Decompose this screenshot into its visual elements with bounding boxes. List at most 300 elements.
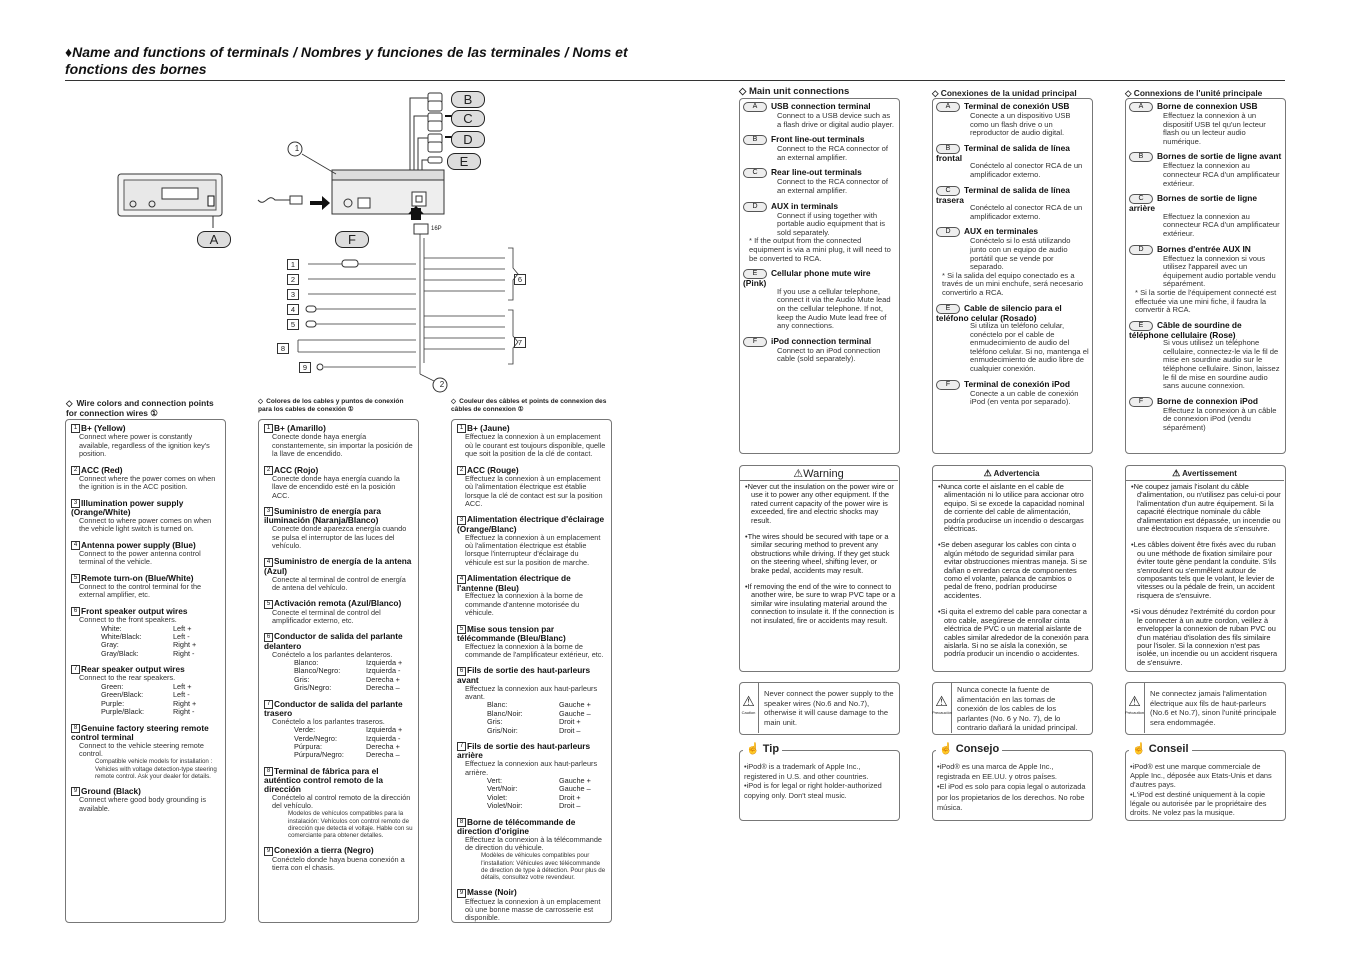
terminal-letter-badge: F [1129, 397, 1153, 407]
wire-item [71, 499, 221, 534]
terminal-item-description: Conecte a un cable de conexión iPod (en venta por separado). [970, 388, 1079, 407]
wire-item [71, 541, 221, 567]
wire-item-description: Connect to the control terminal for the external amplifier, etc. [79, 582, 202, 600]
speaker-wire-polarity: Right - [173, 707, 195, 717]
warning-triangle-icon: ⚠ [1172, 468, 1181, 478]
wire-item-description: Effectuez la connexion aux haut-parleurs arrière. [465, 759, 598, 777]
wire-item-description: Connect where the power comes on when the ignition is in the ACC position. [79, 473, 216, 492]
wire-number-box: 4 [71, 541, 80, 550]
speaker-wire-color: Green/Black: [101, 690, 144, 700]
wire-item-heading [264, 632, 414, 650]
speaker-wire-color: Vert/Noir: [487, 784, 518, 794]
terminal-letter-badge: A [1129, 102, 1153, 112]
terminal-letter-badge: B [1129, 152, 1153, 162]
wire-item [264, 767, 414, 840]
caution-divider-en [758, 682, 759, 733]
wire-item-description: Connect to the power antenna control terminal of the vehicle. [79, 548, 201, 567]
terminal-item-description: Si utiliza un teléfono celular, conéctelo por el cable de enmudecimiento de audio del teléfono celular. Si no, mantenga el enmudecimiento de audio libre de cualquier conexión. [970, 321, 1089, 374]
wire-number-box: 1 [71, 424, 80, 433]
terminal-item-title: Rear line-out terminals [771, 167, 862, 178]
warning-list-fr: • Ne coupez jamais l'isolant du câble d'alimentation, ou n'utilisez pas celui-ci pour l'alimentation d'un autre équipement. Si la capacité électrique nominale du câble d'alimentation est dépassée, un incendie ou une électrocution risquera de s'ensuivre. • Les câbles doivent être fixés avec du ruban ou une méthode de fixation similaire pour éviter toute gène pendant la conduite. S'ils s'enroulent ou s'emmêlent autour de composants tels que le volant, le levier de vitesses ou la pédale de frein, un accident risquera de s'ensuivre. • Si vous dénudez l'extrémité du cordon pour le connecter à un autre cordon, veillez à envelopper la connexion de ruban PVC ou d'un matériau d'isolation des fils similaire pour l'isoler. Si la connexion n'est pas isolée, un incendie ou un accident risquera de s'ensuivre. [1130, 483, 1282, 675]
wire-item-description: Conéctelo al control remoto de la dirección del vehículo. [272, 792, 411, 811]
terminal-item-description: Connect to an iPod connection cable (sold separately). [777, 345, 881, 364]
wire-item-title: Alimentation électrique d'éclairage (Orange/Blanc) [457, 514, 605, 534]
wire-number-box: 9 [71, 787, 80, 796]
speaker-wire-polarity: Derecha + [366, 674, 400, 684]
speaker-wire-polarity: Right + [173, 640, 197, 650]
wire-item-title: ACC (Red) [81, 464, 123, 475]
compatibility-note: Compatible vehicle models for installation : Vehicles with voltage detection-type steering remote control. Ask your dealer for details. [95, 758, 217, 780]
wire-item-description: Effectuez la connexion à la télécommande de direction du véhicule. [465, 834, 602, 853]
terminal-item-title: Front line-out terminals [771, 134, 865, 145]
wire-item [457, 888, 607, 923]
wire-item-description: Conecte el terminal de control del amplificador externo, etc. [272, 607, 381, 626]
wire-item [264, 846, 414, 872]
terminal-item-description: Connect to a USB device such as a flash drive or digital audio player. [777, 111, 894, 129]
warning-title-es: ⚠ Advertencia [983, 468, 1040, 478]
tip-list-en: •iPod® is a trademark of Apple Inc., registered in U.S. and other countries. •iPod is for legal or right holder-authorized copying only. Don't steal music. [744, 762, 882, 800]
wire-item-title: Ground (Black) [81, 786, 141, 797]
wire-num-6: 6 [514, 274, 526, 285]
wire-item [457, 818, 607, 882]
terminal-item-title: Câble de sourdine de téléphone cellulaire (Rose) [1129, 319, 1242, 340]
terminal-item-description: Conecte a un dispositivo USB como un flash drive o un reproductor de audio digital. [970, 111, 1071, 138]
terminal-list-en [743, 102, 896, 370]
wire-item [71, 574, 221, 600]
caution-divider-fr [1144, 682, 1145, 733]
wire-item-title: Mise sous tension par télécommande (Bleu/Blanc) [457, 623, 566, 643]
speaker-wire-polarity: Gauche + [559, 700, 591, 710]
speaker-wire-table [264, 659, 414, 693]
wire-num-4: 4 [287, 304, 299, 315]
wire-num-3: 3 [287, 289, 299, 300]
speaker-wire-table [71, 683, 221, 717]
terminal-item-title: Borne de connexion iPod [1157, 396, 1258, 407]
terminal-item-title: Terminal de salida de línea frontal [936, 143, 1070, 163]
caution-label-en: Caution [741, 710, 756, 715]
wire-item-description: Effectuez la connexion à un emplacement où une bonne masse de carrosserie est disponible. [465, 896, 601, 923]
wire-item-description: Effectuez la connexion à la borne de commande de l'amplificateur extérieur, etc. [465, 641, 604, 660]
hand-pointer-icon: ☝ [746, 743, 760, 755]
tip-title-fr: ☝ Conseil [1129, 742, 1192, 755]
speaker-wire-polarity: Gauche – [559, 784, 591, 794]
compatibility-note: Modelos de vehículos compatibles para la instalación: Vehículos con control remoto de dirección que detecta el voltaje. Hable con su comerciante para obtener detalles. [288, 810, 413, 840]
title-divider [65, 80, 1285, 81]
wire-item-description: Connect where power is constantly available, regardless of the ignition key's position. [79, 432, 210, 459]
wire-item [457, 742, 607, 811]
diagram-label-e: E [447, 153, 481, 170]
speaker-wire-polarity: Left - [173, 690, 190, 700]
wire-item-heading [71, 724, 221, 742]
wire-number-box: 1 [264, 424, 273, 433]
wire-number-box: 8 [457, 818, 466, 827]
wire-number-box: 5 [71, 574, 80, 583]
speaker-wire-color: White: [101, 623, 122, 633]
wire-item-description: Connect where good body grounding is available. [79, 795, 206, 813]
wire-number-box: 6 [71, 607, 80, 616]
terminal-item-title: Borne de connexion USB [1157, 101, 1258, 112]
speaker-wire-polarity: Izquierda + [366, 725, 403, 735]
speaker-wire-polarity: Derecha – [366, 683, 400, 693]
speaker-wire-color: Blanco: [294, 657, 319, 667]
terminal-item-title: Terminal de conexión USB [964, 101, 1070, 112]
terminal-letter-badge: A [743, 102, 767, 112]
warning-title-en: ⚠Warning [793, 468, 844, 480]
speaker-wire-color: Púrpura: [294, 741, 322, 751]
tip-title-en: ☝ Tip [743, 742, 782, 755]
wire-list-en [71, 424, 221, 820]
terminal-item-description: Effectuez la connexion à un dispositif USB tel qu'un lecteur flash ou un lecteur audio numérique. [1163, 111, 1266, 146]
terminal-item-heading [936, 304, 1089, 323]
terminal-item-description: Effectuez la connexion au connecteur RCA d'un amplificateur extérieur. [1163, 161, 1280, 188]
wire-number-box: 9 [457, 889, 466, 898]
terminal-letter-badge: D [1129, 245, 1153, 255]
wire-item-description: Conecte donde haya energía cuando la llave de encendido esté en la posición ACC. [272, 473, 400, 500]
warning-rule-en [739, 480, 898, 481]
caution-label-fr: Précaution [1125, 710, 1145, 715]
terminal-item-title: AUX in terminals [771, 200, 839, 211]
wire-number-box: 4 [457, 575, 466, 584]
terminal-item [743, 135, 896, 162]
terminal-item-description: Si vous utilisez un téléphone cellulaire, connectez-le via le fil de mise en sourdine audio sur le téléphone cellulaire. Sinon, laissez le fil de mise en sourdine audio sans aucune connexion. [1163, 338, 1280, 391]
wire-item [71, 607, 221, 658]
speaker-wire-color: Gray: [101, 640, 119, 650]
caution-text-es: Nunca conecte la fuente de alimentación en las tomas de conexión de los cables de los parlantes (No. 6 y No. 7), de lo contrario dañará la unidad principal. [957, 685, 1078, 732]
speaker-wire-polarity: Right + [173, 698, 197, 708]
wire-item-title: ACC (Rojo) [274, 464, 319, 475]
wire-item [264, 466, 414, 501]
speaker-wire-polarity: Derecha – [366, 750, 400, 760]
wire-item [264, 424, 414, 459]
wire-item [71, 466, 221, 492]
wire-item-title: Masse (Noir) [467, 887, 517, 898]
speaker-wire-color: Púrpura/Negro: [294, 750, 344, 760]
wire-item [457, 424, 607, 459]
terminal-item-description: Connect if using together with portable audio equipment that is sold separately. [777, 210, 886, 237]
terminal-item-title: iPod connection terminal [771, 335, 872, 346]
wire-item-title: Illumination power supply (Orange/White) [71, 497, 184, 517]
terminal-heading-es: ◇ Conexiones de la unidad principal [932, 88, 1077, 98]
wire-item-title: Fils de sortie des haut-parleurs avant [457, 665, 591, 685]
wire-item-title: Front speaker output wires [81, 605, 188, 616]
wire-number-box: 8 [71, 724, 80, 733]
terminal-letter-badge: C [936, 186, 960, 196]
terminal-letter-badge: E [936, 304, 960, 314]
wire-item-title: Borne de télécommande de direction d'origine [457, 816, 576, 836]
terminal-heading-fr: ◇ Connexions de l'unité principale [1125, 88, 1263, 98]
wire-item [457, 574, 607, 617]
terminal-item-heading [936, 186, 1089, 205]
wire-num-7: 7 [514, 337, 526, 348]
terminal-item-description: Conéctelo si lo está utilizando junto con un equipo de audio portátil que se vende por separado. [970, 236, 1071, 272]
wire-number-box: 2 [457, 466, 466, 475]
rear-unit-illustration [332, 170, 444, 214]
wire-item-description: Conecte donde haya energía constantemente, sin importar la posición de la llave de encendido. [272, 432, 413, 459]
terminal-letter-badge: F [936, 380, 960, 390]
wire-item-description: Effectuez la connexion aux haut-parleurs avant. [465, 683, 598, 701]
terminal-letter-badge: D [743, 202, 767, 212]
wire-item-heading [457, 742, 607, 760]
speaker-wire-polarity: Droit – [559, 725, 581, 735]
wire-list-es [264, 424, 414, 879]
warning-list-es: • Nunca corte el aislante en el cable de alimentación ni lo utilice para accionar otro equipo. Si se excede la capacidad nominal de corriente del cable de alimentación, podría producirse un incendio o descargas eléctricas. • Se deben asegurar los cables con cinta o algún método de seguridad similar para evitar obstrucciones mientras maneja. Si se dañan o enredan cerca de componentes como el volante, palanca de cambios o pedal de freno, podrían producirse accidentes. • Si quita el extremo del cable para conectar a otro cable, asegúrese de enrollar cinta eléctrica de PVC o un material aislante de cables similar alrededor de la conexión para aislarla. Si no se aísla la conexión, se podría producir un incendio o accidentes. [937, 483, 1089, 667]
wire-item-description: Conecte al terminal de control de energía de antena del vehículo. [272, 574, 406, 592]
speaker-wire-color: Gris/Noir: [487, 725, 518, 735]
speaker-wire-color: Verde: [294, 725, 316, 735]
diagram-label-c: C [451, 110, 485, 127]
wire-list-fr [457, 424, 607, 930]
wire-item-description: Connect to where power comes on when the vehicle light switch is turned on. [79, 515, 212, 534]
speaker-wire-color: Blanco/Negro: [294, 666, 341, 676]
terminal-item [1129, 245, 1282, 315]
speaker-wire-polarity: Izquierda - [366, 666, 401, 676]
wire-item-description: Connect to the front speakers. [79, 615, 177, 625]
speaker-wire-table [264, 726, 414, 760]
terminal-item-description: Connect to the RCA connector of an external amplifier. [777, 144, 889, 162]
terminal-item-title: AUX en terminales [964, 226, 1039, 237]
terminal-letter-badge: C [743, 168, 767, 178]
terminal-item-title: Terminal de conexión iPod [964, 378, 1070, 389]
diagram-circle-1: 1 [294, 144, 300, 153]
terminal-letter-badge: D [936, 227, 960, 237]
wire-section-heading-es: ◇ Colores de los cables y puntos de conexión para los cables de conexión ① [258, 398, 404, 413]
terminal-item-title: Bornes de sortie de ligne arrière [1129, 193, 1258, 214]
speaker-wire-color: Green: [101, 681, 124, 691]
wire-number-box: 3 [457, 516, 466, 525]
speaker-wire-polarity: Left + [173, 681, 192, 691]
wire-item [264, 700, 414, 760]
wire-number-box: 7 [264, 700, 273, 709]
speaker-wire-color: Blanc: [487, 700, 508, 710]
wire-item [457, 625, 607, 660]
wire-item-title: Suministro de energía de la antena (Azul) [264, 556, 412, 576]
head-unit-illustration [118, 174, 222, 228]
wire-item-title: Genuine factory steering remote control terminal [71, 722, 209, 742]
speaker-wire-color: Verde/Negro: [294, 733, 337, 743]
terminal-item [743, 168, 896, 195]
wire-item [264, 557, 414, 592]
terminal-item [936, 102, 1089, 138]
wire-item-description: Effectuez la connexion à un emplacement où l'alimentation électrique est établie lorsque l'interrupteur d'éclairage du véhicule est sur la position de marche. [465, 532, 601, 567]
warning-rule-es [932, 480, 1091, 481]
caution-icon: ⚠ [1128, 693, 1141, 709]
terminal-item [1129, 321, 1282, 391]
page-title: ♦Name and functions of terminals / Nombres y funciones de las terminales / Noms et fonctions des bornes [65, 44, 628, 77]
terminal-item-heading [1129, 321, 1282, 340]
speaker-wire-polarity: Droit – [559, 801, 581, 811]
speaker-wire-polarity: Izquierda + [366, 657, 403, 667]
wire-item [71, 724, 221, 781]
terminal-item-heading [936, 144, 1089, 163]
wire-item-heading [457, 515, 607, 533]
terminal-item-description: Effectuez la connexion au connecteur RCA d'un amplificateur extérieur. [1163, 211, 1280, 238]
terminal-heading-en: ◇ Main unit connections [739, 86, 850, 97]
wire-item [71, 424, 221, 459]
terminal-item [743, 102, 896, 129]
caution-text-en: Never connect the power supply to the speaker wires (No.6 and No.7), otherwise it will cause damage to the main unit. [764, 689, 894, 727]
terminal-item-description: Conéctelo al conector RCA de un amplificador externo. [970, 161, 1083, 179]
terminal-item [936, 186, 1089, 222]
terminal-item [936, 227, 1089, 297]
terminal-letter-badge: E [1129, 321, 1153, 331]
wire-item-description: Conéctelo donde haya buena conexión a tierra con el chasis. [272, 854, 405, 872]
wire-item [457, 515, 607, 567]
warning-list-en: • Never cut the insulation on the power wire or use it to power any other equipment. If the rated current capacity of the power wire is exceeded, fire and electric shocks may result. • The wires should be secured with tape or a similar securing method to prevent any obstructions while driving. If they get stuck on the steering wheel, shifting lever, or brake pedal, accidents may result. • If removing the end of the wire to connect to another wire, be sure to wrap PVC tape or a similar wire insulating material around the connection to insulate it. If the connection is not insulated, fire or accidents may result. [744, 483, 896, 633]
terminal-item-title: USB connection terminal [771, 101, 871, 112]
wire-item-description: Connect to the vehicle steering remote control. [79, 740, 204, 759]
wire-number-box: 3 [71, 499, 80, 508]
wire-item-description: Effectuez la connexion à la borne de commande d'antenne motorisée du véhicule. [465, 591, 583, 618]
wire-item-title: Rear speaker output wires [81, 664, 185, 675]
terminal-item [936, 380, 1089, 407]
speaker-wire-table [71, 625, 221, 659]
wire-item-heading [264, 767, 414, 794]
speaker-wire-polarity: Droit + [559, 792, 581, 802]
terminal-item-title: Cable de silencio para el teléfono celular (Rosado) [936, 302, 1062, 323]
speaker-wire-color: Gris/Negro: [294, 683, 332, 693]
hand-pointer-icon: ☝ [939, 743, 953, 755]
warning-rule-fr [1125, 480, 1284, 481]
terminal-letter-badge: A [936, 102, 960, 112]
diagram-label-a: A [197, 231, 231, 248]
terminal-item [1129, 397, 1282, 433]
wire-number-box: 4 [264, 558, 273, 567]
speaker-wire-color: Purple/Black: [101, 707, 144, 717]
wire-item-title: Terminal de fábrica para el auténtico control remoto de la dirección [264, 765, 383, 794]
wire-number-box: 7 [71, 665, 80, 674]
wire-item [264, 599, 414, 625]
terminal-item-description: Effectuez la connexion si vous utilisez l'appareil avec un équipement audio portable vendu séparément. [1163, 253, 1276, 289]
speaker-wire-color: Blanc/Noir: [487, 708, 523, 718]
terminal-letter-badge: E [743, 269, 767, 279]
terminal-item-title: Cellular phone mute wire (Pink) [743, 268, 871, 289]
diagram-circle-2: 2 [439, 380, 445, 389]
wire-item-heading [71, 499, 221, 517]
caution-text-fr: Ne connectez jamais l'alimentation électrique aux fils de haut-parleurs (No.6 et No.7), sinon l'unité principale sera endommagée. [1150, 689, 1277, 727]
terminal-item [936, 304, 1089, 374]
terminal-item-description: Conéctelo al conector RCA de un amplificador externo. [970, 203, 1083, 221]
diagram-label-b: B [451, 91, 485, 108]
wire-number-box: 6 [264, 633, 273, 642]
diagram-label-f: F [335, 231, 369, 248]
terminal-footnote: * Si la sortie de l'équipement connecté est effectuée via une mini fiche, il faudra la convertir à RCA. [1135, 287, 1277, 315]
tip-title-es: ☝ Consejo [936, 742, 1002, 755]
wire-number-box: 3 [264, 507, 273, 516]
diagram-label-d: D [451, 131, 485, 148]
speaker-wire-table [457, 777, 607, 811]
terminal-letter-badge: C [1129, 194, 1153, 204]
terminal-list-es [936, 102, 1089, 413]
wire-number-box: 2 [264, 466, 273, 475]
wire-num-8: 8 [277, 343, 289, 354]
caution-icon: ⚠ [742, 693, 755, 709]
wire-item-description: Connect to the rear speakers. [79, 673, 176, 683]
caution-divider-es [951, 682, 952, 733]
speaker-wire-polarity: Left - [173, 631, 190, 641]
terminal-item-description: Effectuez la connexion à un câble de connexion iPod (vendu séparément) [1163, 405, 1277, 433]
terminal-item [743, 202, 896, 264]
wire-item-title: Remote turn-on (Blue/White) [81, 572, 194, 583]
wire-item-description: Effectuez la connexion à un emplacement où l'alimentation électrique est établie lorsque la clé de contact est sur la position ACC. [465, 473, 603, 509]
wire-number-box: 2 [71, 466, 80, 475]
wire-item [264, 632, 414, 692]
terminal-item [1129, 102, 1282, 146]
speaker-wire-polarity: Left + [173, 623, 192, 633]
wire-num-1: 1 [287, 259, 299, 270]
caution-icon: ⚠ [935, 693, 948, 709]
speaker-wire-color: Violet: [487, 792, 508, 802]
wire-item-description: Conéctelo a los parlantes traseros. [272, 716, 385, 726]
wire-item-heading [264, 557, 414, 575]
terminal-item [1129, 194, 1282, 238]
wire-item-heading [457, 666, 607, 684]
speaker-wire-polarity: Right - [173, 648, 195, 658]
wire-item-title: B+ (Yellow) [81, 423, 126, 433]
speaker-wire-color: White/Black: [101, 631, 142, 641]
wire-item-title: Fils de sortie des haut-parleurs arrière [457, 741, 591, 761]
warning-triangle-icon: ⚠ [983, 468, 992, 478]
wire-item [71, 665, 221, 716]
wire-item-heading [264, 700, 414, 718]
wire-number-box: 7 [457, 742, 466, 751]
speaker-wire-polarity: Gauche – [559, 708, 591, 718]
wire-item-title: Conexión a tierra (Negro) [274, 845, 374, 856]
wire-item-heading [457, 625, 607, 643]
terminal-item [1129, 152, 1282, 188]
wire-item-heading [457, 574, 607, 592]
speaker-wire-color: Gray/Black: [101, 648, 139, 658]
speaker-wire-polarity: Droit + [559, 717, 581, 727]
wire-item-title: Conductor de salida del parlante trasero [264, 698, 403, 718]
caution-label-es: Precaución [932, 710, 953, 715]
tip-list-fr: •iPod® est une marque commerciale de Apple Inc., déposée aux Etats-Unis et dans d'autres pays. •L'iPod est destiné uniquement à la copie légale ou autorisée par le propriétaire des droits. Ne volez pas la musique. [1130, 762, 1272, 818]
speaker-wire-color: Gris: [487, 717, 503, 727]
wire-item [264, 507, 414, 550]
wire-item-heading [457, 818, 607, 836]
wire-section-heading-en: ◇ Wire colors and connection points for connection wires ① [66, 398, 214, 418]
wire-item-title: Antenna power supply (Blue) [81, 539, 196, 550]
terminal-item-title: Terminal de salida de línea trasera [936, 184, 1070, 205]
speaker-wire-color: Purple: [101, 698, 125, 708]
warning-triangle-icon: ⚠ [793, 468, 804, 480]
terminal-footnote: * If the output from the connected equipment is via a mini plug, it will need to be converted to RCA. [749, 236, 891, 263]
diagram-16p-label: 16P [431, 226, 442, 232]
wire-number-box: 9 [264, 847, 273, 856]
wire-item [457, 466, 607, 509]
terminal-letter-badge: F [743, 337, 767, 347]
wire-number-box: 5 [264, 600, 273, 609]
wire-section-heading-fr: ◇ Couleur des câbles et points de connexion des câbles de connexion ① [451, 398, 607, 413]
terminal-letter-badge: B [936, 144, 960, 154]
warning-title-fr: ⚠ Avertissement [1172, 468, 1237, 478]
speaker-wire-polarity: Derecha + [366, 741, 400, 751]
wire-number-box: 5 [457, 625, 466, 634]
wire-num-2: 2 [287, 274, 299, 285]
terminal-item-heading [743, 269, 896, 288]
terminal-item-title: Bornes d'entrée AUX IN [1157, 243, 1251, 254]
wire-item-description: Conéctelo a los parlantes delanteros. [272, 649, 393, 659]
terminal-item [936, 144, 1089, 180]
wire-number-box: 8 [264, 767, 273, 776]
wire-item [71, 787, 221, 813]
wire-item-title: Conductor de salida del parlante delantero [264, 631, 403, 651]
terminal-item-description: If you use a cellular telephone, connect it via the Audio Mute lead on the cellular telephone. If not, keep the Audio Mute lead free of any connections. [777, 286, 891, 331]
wire-number-box: 6 [457, 667, 466, 676]
terminal-item [743, 269, 896, 331]
terminal-list-fr [1129, 102, 1282, 439]
compatibility-note: Modèles de véhicules compatibles pour l'installation: Véhicules avec télécommande de direction de type à détection. Pour plus de détails, consultez votre revendeur. [481, 852, 606, 882]
wire-item-title: B+ (Jaune) [467, 423, 510, 433]
